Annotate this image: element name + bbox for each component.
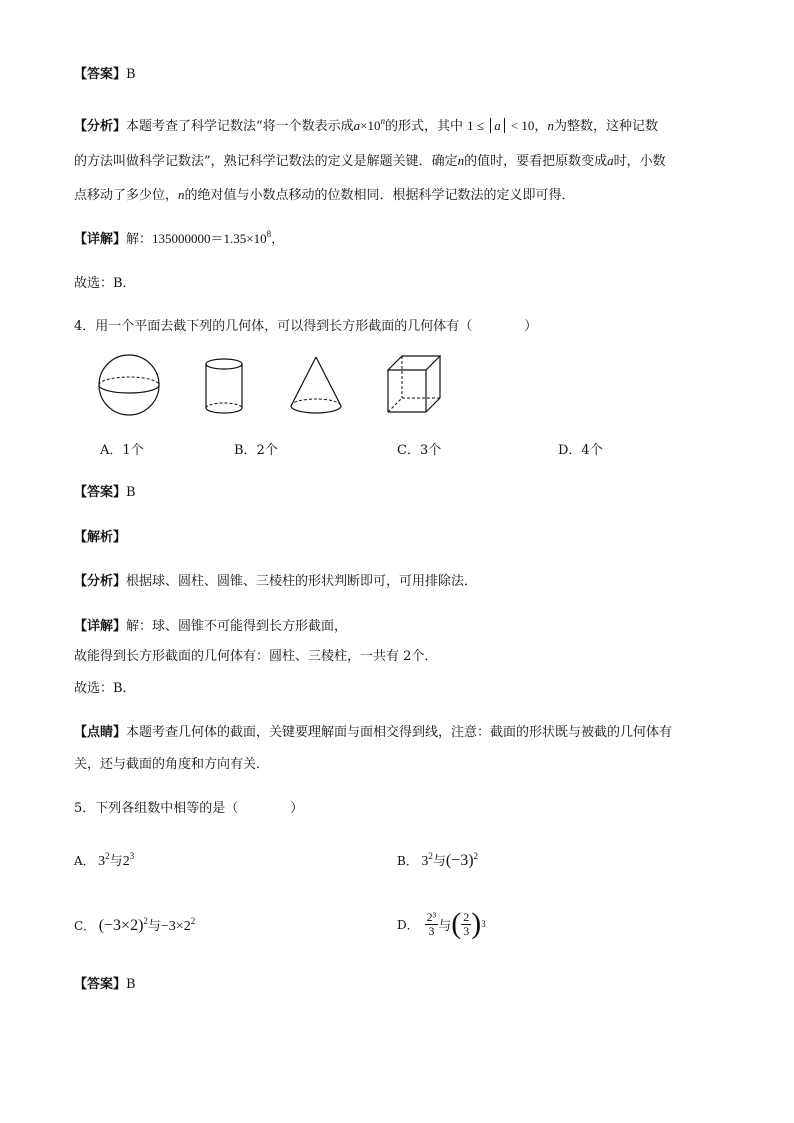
detail-suffix: ， xyxy=(271,232,285,247)
analysis-text: 的方法叫做科学记数法”，熟记科学记数法的定义是解题关键．确定 xyxy=(74,154,458,169)
option-label: B． xyxy=(397,854,418,868)
analysis-label: 【分析】 xyxy=(74,574,127,589)
analysis-text: 时，小数 xyxy=(613,154,666,169)
answer-value: B xyxy=(126,485,136,500)
base: 3 xyxy=(421,854,429,869)
q4-comment-1 xyxy=(74,724,672,742)
sci-notation-exp: n xyxy=(380,116,386,126)
cone-icon xyxy=(286,354,346,418)
var-a: a xyxy=(607,153,614,168)
analysis-text: 点移动了多少位， xyxy=(74,188,179,203)
comment-label: 【点睛】 xyxy=(74,725,127,740)
fraction-1 xyxy=(425,911,439,938)
q5-answer xyxy=(74,976,136,994)
base: (−3×2) xyxy=(98,917,144,934)
answer-value: B xyxy=(126,977,136,992)
var-n: n xyxy=(457,153,465,168)
numerator: 2³ xyxy=(426,909,437,924)
var-n: n xyxy=(547,118,554,133)
option-label: D． xyxy=(397,917,419,932)
q4-analysis xyxy=(74,573,477,591)
base: −3×2 xyxy=(160,919,191,934)
option-label: C． xyxy=(74,919,96,933)
analysis-text: 根据球、圆柱、圆锥、三棱柱的形状判断即可，可用排除法． xyxy=(126,574,478,589)
sphere-icon xyxy=(96,352,162,418)
comment-text: 本题考查几何体的截面，关键要理解面与面相交得到线，注意：截面的形状既与被截的几何体有 xyxy=(126,725,673,740)
with-text: 与 xyxy=(147,919,161,934)
analysis-text: 本题考查了科学记数法“将一个数表示成 xyxy=(126,119,354,134)
exponent: 3 xyxy=(129,851,135,861)
analysis-text: 的形式，其中 xyxy=(385,119,464,134)
detail-label: 【详解】 xyxy=(74,619,127,634)
denominator: 3 xyxy=(463,923,470,938)
denominator: 3 xyxy=(428,923,435,938)
cylinder-icon xyxy=(200,356,248,418)
q3-analysis-line-2 xyxy=(74,152,666,171)
q5-stem: 5．下列各组数中相等的是（ ） xyxy=(74,801,304,816)
q4-comment-2: 关，还与截面的角度和方向有关． xyxy=(74,757,270,772)
q4-option-a: A．1个 xyxy=(100,443,144,458)
q4-jiexi-label: 【解析】 xyxy=(74,530,127,545)
q3-answer xyxy=(74,66,136,84)
q3-analysis-line-3 xyxy=(74,186,575,205)
q4-detail-2: 故能得到长方形截面的几何体有：圆柱、三棱柱，一共有 2个． xyxy=(74,649,438,664)
condition-lower: 1 ≤ xyxy=(467,118,485,133)
q4-choose: 故选：B． xyxy=(74,681,136,696)
condition-upper: < 10， xyxy=(510,118,548,133)
exponent: 2 xyxy=(143,916,148,926)
q5-option-d: D． $\frac{\text{2³}}{3}$ 与 ( $\frac{2}{3}$ ) 3 xyxy=(397,907,486,940)
answer-label: 【答案】 xyxy=(74,977,127,992)
q3-analysis-line-1 xyxy=(74,117,658,136)
analysis-text: 的绝对值与小数点移动的位数相同．根据科学记数法的定义即可得． xyxy=(184,188,575,203)
detail-label: 【详解】 xyxy=(74,232,127,247)
q4-option-c: C．3个 xyxy=(397,443,442,458)
exponent: 2 xyxy=(190,916,196,926)
q5-option-a xyxy=(74,850,134,870)
detail-equation: 135000000＝1.35×10 xyxy=(152,231,267,246)
right-paren: ) xyxy=(471,907,482,940)
fraction-2 xyxy=(461,911,471,938)
numerator: 2 xyxy=(463,909,470,924)
exponent: 2 xyxy=(428,851,433,861)
with-text: 与 xyxy=(438,918,452,934)
q4-answer xyxy=(74,484,136,502)
left-paren: ( xyxy=(451,907,462,940)
with-text: 与 xyxy=(432,854,446,869)
detail-text: 解：球、圆锥不可能得到长方形截面， xyxy=(126,619,348,634)
answer-value: B xyxy=(126,67,136,82)
analysis-label: 【分析】 xyxy=(74,119,127,134)
q3-choose: 故选：B． xyxy=(74,276,136,291)
analysis-text: 的值时，要看把原数变成 xyxy=(464,154,608,169)
base: (−3) xyxy=(445,852,474,869)
q4-option-b: B．2个 xyxy=(234,443,278,458)
abs-a xyxy=(490,118,505,133)
exponent: 2 xyxy=(105,851,110,861)
q5-option-b xyxy=(397,850,478,870)
base: 3 xyxy=(98,854,106,869)
sci-notation-a: a xyxy=(353,118,361,133)
q5-option-c xyxy=(74,915,195,935)
detail-prefix: 解： xyxy=(126,232,153,247)
q3-detail xyxy=(74,230,284,249)
q4-stem: 4．用一个平面去截下列的几何体，可以得到长方形截面的几何体有（ ） xyxy=(74,319,538,334)
sci-notation-times: ×10 xyxy=(360,118,381,133)
with-text: 与 xyxy=(109,854,123,869)
detail-exp: 8 xyxy=(266,229,272,239)
var-n: n xyxy=(178,187,185,202)
abs-a-var: a xyxy=(494,118,501,133)
triangular-prism-icon xyxy=(382,352,444,416)
option-label: A． xyxy=(74,854,95,868)
answer-label: 【答案】 xyxy=(74,485,127,500)
analysis-text: 为整数，这种记数 xyxy=(553,119,658,134)
q4-detail-1 xyxy=(74,618,347,636)
base: 2 xyxy=(122,854,130,869)
answer-label: 【答案】 xyxy=(74,67,127,82)
exponent: 2 xyxy=(473,851,479,861)
q4-option-d: D．4个 xyxy=(558,443,603,458)
